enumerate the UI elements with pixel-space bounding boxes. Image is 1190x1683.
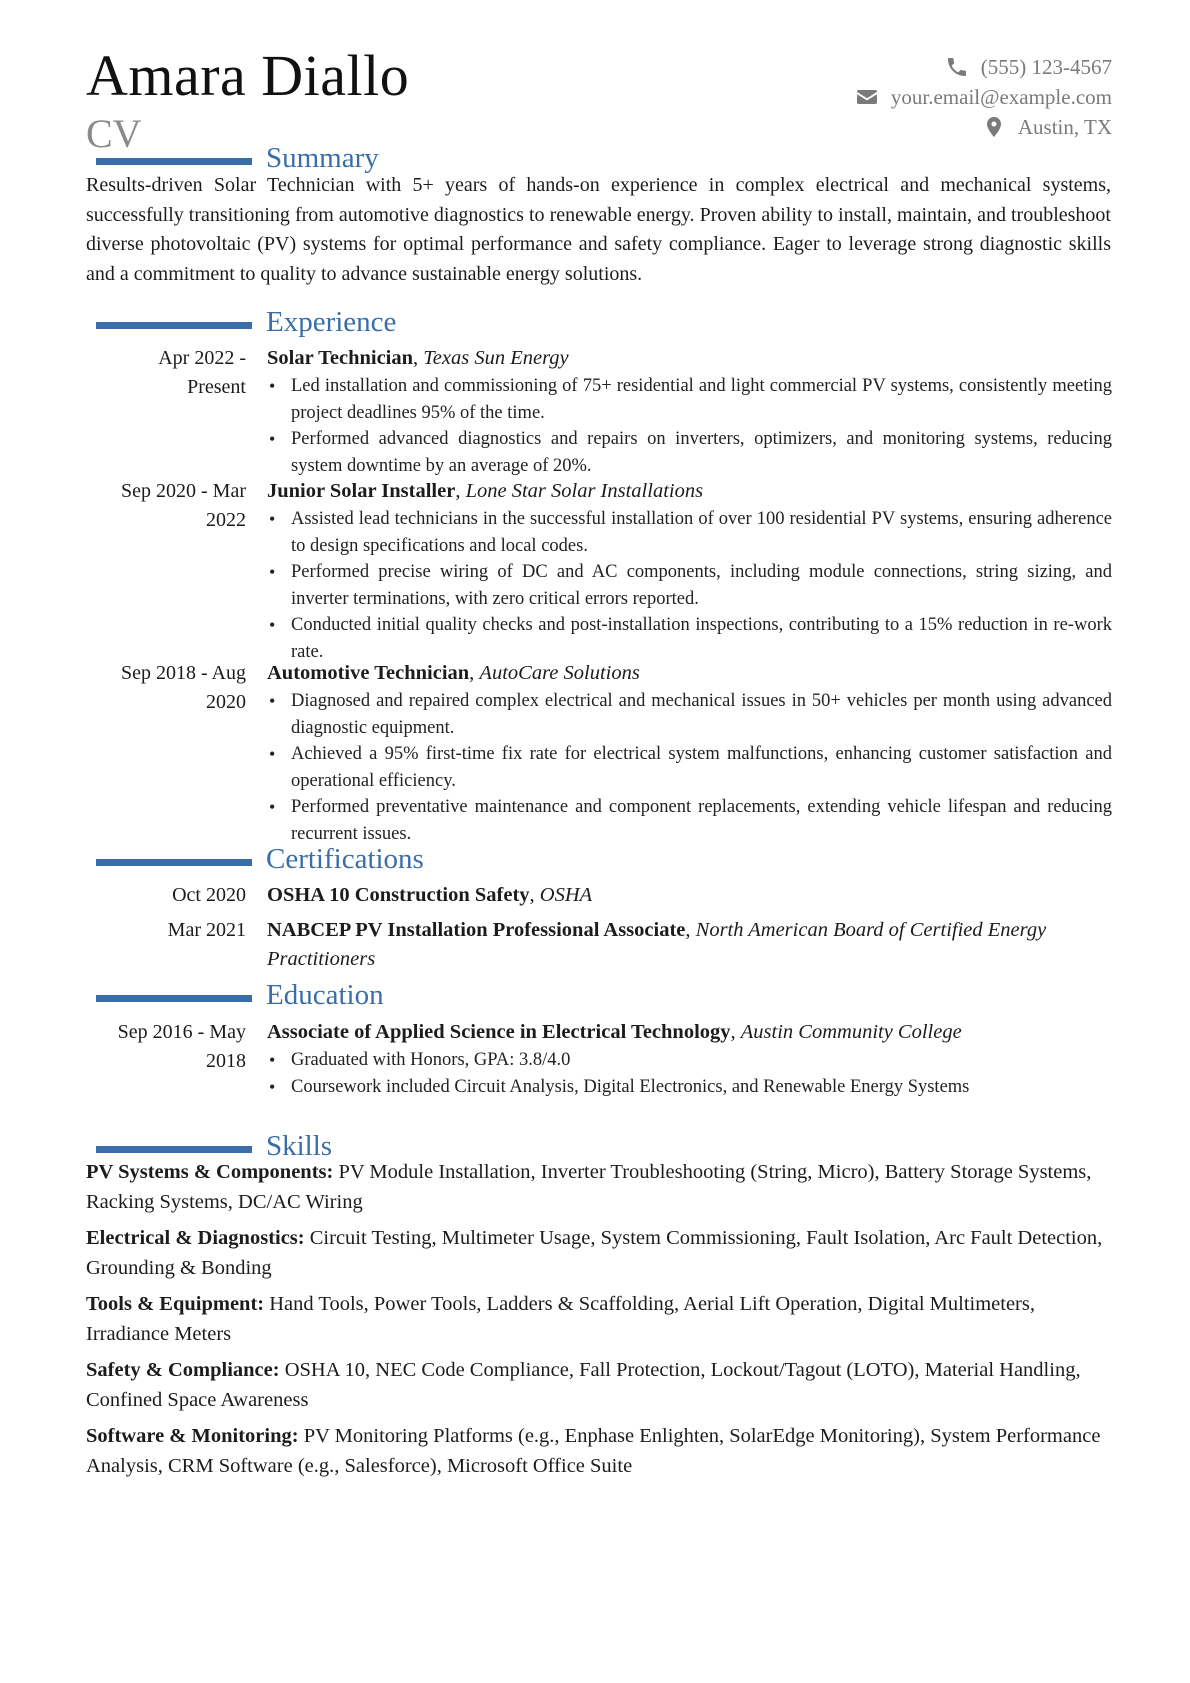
entry-body [267, 881, 1112, 910]
skill-group [86, 1290, 1116, 1349]
employer: Lone Star Solar Installations [465, 480, 704, 502]
candidate-name: Amara Diallo [86, 43, 410, 108]
entry-date [86, 344, 246, 402]
contact-phone [855, 52, 1112, 82]
skill-list: OSHA 10, NEC Code Compliance, Fall Protection, Lockout/Tagout (LOTO), Material Handling, Confined Space Awareness [86, 1359, 1081, 1411]
entry-heading: Automotive Technician, AutoCare Solutions [267, 662, 640, 684]
entry-body [267, 477, 1112, 665]
job-title: Automotive Technician [267, 662, 470, 684]
section-rule [96, 1146, 252, 1153]
bullet-item: • Led installation and commissioning of 75+ residential and light commercial PV systems, consistently meeting project deadlines 95% of the time. [267, 373, 1112, 426]
date-line: Sep 2020 - Mar [121, 480, 246, 502]
entry-date [86, 659, 246, 717]
entry-heading: Associate of Applied Science in Electrical Technology, Austin Community College [267, 1021, 962, 1043]
skill-category: Safety & Compliance: [86, 1359, 280, 1381]
section-title-education: Education [266, 979, 384, 1011]
bullet-item: • Assisted lead technicians in the successful installation of over 100 residential PV systems, ensuring adherence to design specifications and local codes. [267, 506, 1112, 559]
employer: Texas Sun Energy [423, 347, 569, 369]
skill-group [86, 1356, 1116, 1415]
bullet-item: • Performed advanced diagnostics and repairs on inverters, optimizers, and monitoring systems, reducing system downtime by an average of 20%. [267, 426, 1112, 479]
map-marker-icon [982, 115, 1006, 139]
contact-location [855, 112, 1112, 142]
date-line: Apr 2022 - [158, 347, 246, 369]
bullet-item: • Achieved a 95% first-time fix rate for electrical system malfunctions, enhancing customer satisfaction and operational efficiency. [267, 741, 1112, 794]
entry-heading: NABCEP PV Installation Professional Associate, North American Board of Certified Energy Practitioners [267, 919, 1047, 970]
section-rule [96, 322, 252, 329]
skill-category: Tools & Equipment: [86, 1293, 265, 1315]
skill-category: Electrical & Diagnostics: [86, 1227, 305, 1249]
contact-email [855, 82, 1112, 112]
entry-date [86, 1018, 246, 1076]
section-rule [96, 158, 252, 165]
entry-date: Mar 2021 [167, 919, 246, 941]
date-line: 2018 [206, 1050, 246, 1072]
bullet-item: • Performed precise wiring of DC and AC components, including module connections, string sizing, and inverter terminations, with zero critical errors reported. [267, 559, 1112, 612]
document-subtitle: CV [86, 111, 142, 156]
email-text[interactable]: your.email@example.com [890, 84, 1112, 109]
section-title-certifications: Certifications [266, 843, 424, 875]
phone-text[interactable]: (555) 123-4567 [980, 54, 1112, 79]
summary-text: Results-driven Solar Technician with 5+ years of hands-on experience in complex electrical and mechanical systems, successfully transitioning from automotive diagnostics to renewable energy. Proven ability to install, maintain, and troubleshoot diverse photovoltaic (PV) systems for optimal performance and safety compliance. Eager to leverage strong diagnostic skills and a commitment to quality to advance sustainable energy solutions. [86, 174, 1111, 285]
entry-date [86, 477, 246, 535]
section-certifications-header [0, 843, 1190, 885]
degree: Associate of Applied Science in Electrical Technology [267, 1021, 731, 1043]
bullet-list [267, 688, 1112, 847]
certification-name: OSHA 10 Construction Safety [267, 884, 530, 906]
skill-group [86, 1158, 1116, 1217]
skill-list: Hand Tools, Power Tools, Ladders & Scaffolding, Aerial Lift Operation, Digital Multimeters, Irradiance Meters [86, 1293, 1035, 1345]
certification-name: NABCEP PV Installation Professional Associate [267, 919, 686, 941]
bullet-list [267, 1047, 1112, 1100]
section-rule [96, 859, 252, 866]
skill-group [86, 1224, 1116, 1283]
bullet-item: • Conducted initial quality checks and post-installation inspections, contributing to a 15% reduction in re-work rate. [267, 612, 1112, 665]
entry-body [267, 916, 1112, 974]
section-title-summary: Summary [266, 142, 379, 174]
entry-heading: OSHA 10 Construction Safety, OSHA [267, 884, 593, 906]
entry-body [267, 1018, 1112, 1100]
date-line: Present [187, 376, 246, 398]
section-title-skills: Skills [266, 1130, 333, 1162]
phone-icon [945, 55, 969, 79]
school: Austin Community College [740, 1021, 962, 1043]
bullet-list [267, 373, 1112, 479]
job-title: Junior Solar Installer [267, 480, 456, 502]
skill-list: PV Monitoring Platforms (e.g., Enphase Enlighten, SolarEdge Monitoring), System Performance Analysis, CRM Software (e.g., Salesforce), Microsoft Office Suite [86, 1425, 1101, 1477]
date-line: Sep 2016 - May [117, 1021, 246, 1043]
envelope-icon [855, 85, 879, 109]
section-experience-header [0, 306, 1190, 348]
bullet-item: • Diagnosed and repaired complex electrical and mechanical issues in 50+ vehicles per month using advanced diagnostic equipment. [267, 688, 1112, 741]
skill-list: Circuit Testing, Multimeter Usage, System Commissioning, Fault Isolation, Arc Fault Detection, Grounding & Bonding [86, 1227, 1103, 1279]
date-line: 2022 [206, 509, 246, 531]
skill-category: Software & Monitoring: [86, 1425, 299, 1447]
location-text: Austin, TX [1017, 114, 1112, 139]
skill-category: PV Systems & Components: [86, 1161, 334, 1183]
employer: AutoCare Solutions [479, 662, 640, 684]
bullet-list [267, 506, 1112, 665]
bullet-item: • Coursework included Circuit Analysis, Digital Electronics, and Renewable Energy Systems [267, 1074, 1112, 1101]
entry-date: Oct 2020 [172, 884, 246, 906]
bullet-item: • Performed preventative maintenance and component replacements, extending vehicle lifespan and reducing recurrent issues. [267, 794, 1112, 847]
section-title-experience: Experience [266, 306, 397, 338]
date-line: 2020 [206, 691, 246, 713]
issuer: North American Board of Certified Energy Practitioners [267, 919, 1047, 970]
section-rule [96, 995, 252, 1002]
bullet-item: • Graduated with Honors, GPA: 3.8/4.0 [267, 1047, 1112, 1074]
section-education-header [0, 979, 1190, 1021]
entry-body [267, 659, 1112, 847]
entry-heading: Junior Solar Installer, Lone Star Solar Installations [267, 480, 704, 502]
job-title: Solar Technician [267, 347, 414, 369]
entry-heading: Solar Technician, Texas Sun Energy [267, 347, 569, 369]
date-line: Sep 2018 - Aug [121, 662, 246, 684]
skill-list: PV Module Installation, Inverter Troubleshooting (String, Micro), Battery Storage Systems, Racking Systems, DC/AC Wiring [86, 1161, 1092, 1213]
entry-body [267, 344, 1112, 479]
issuer: OSHA [539, 884, 593, 906]
contact-block [855, 52, 1112, 142]
skill-group [86, 1422, 1116, 1481]
